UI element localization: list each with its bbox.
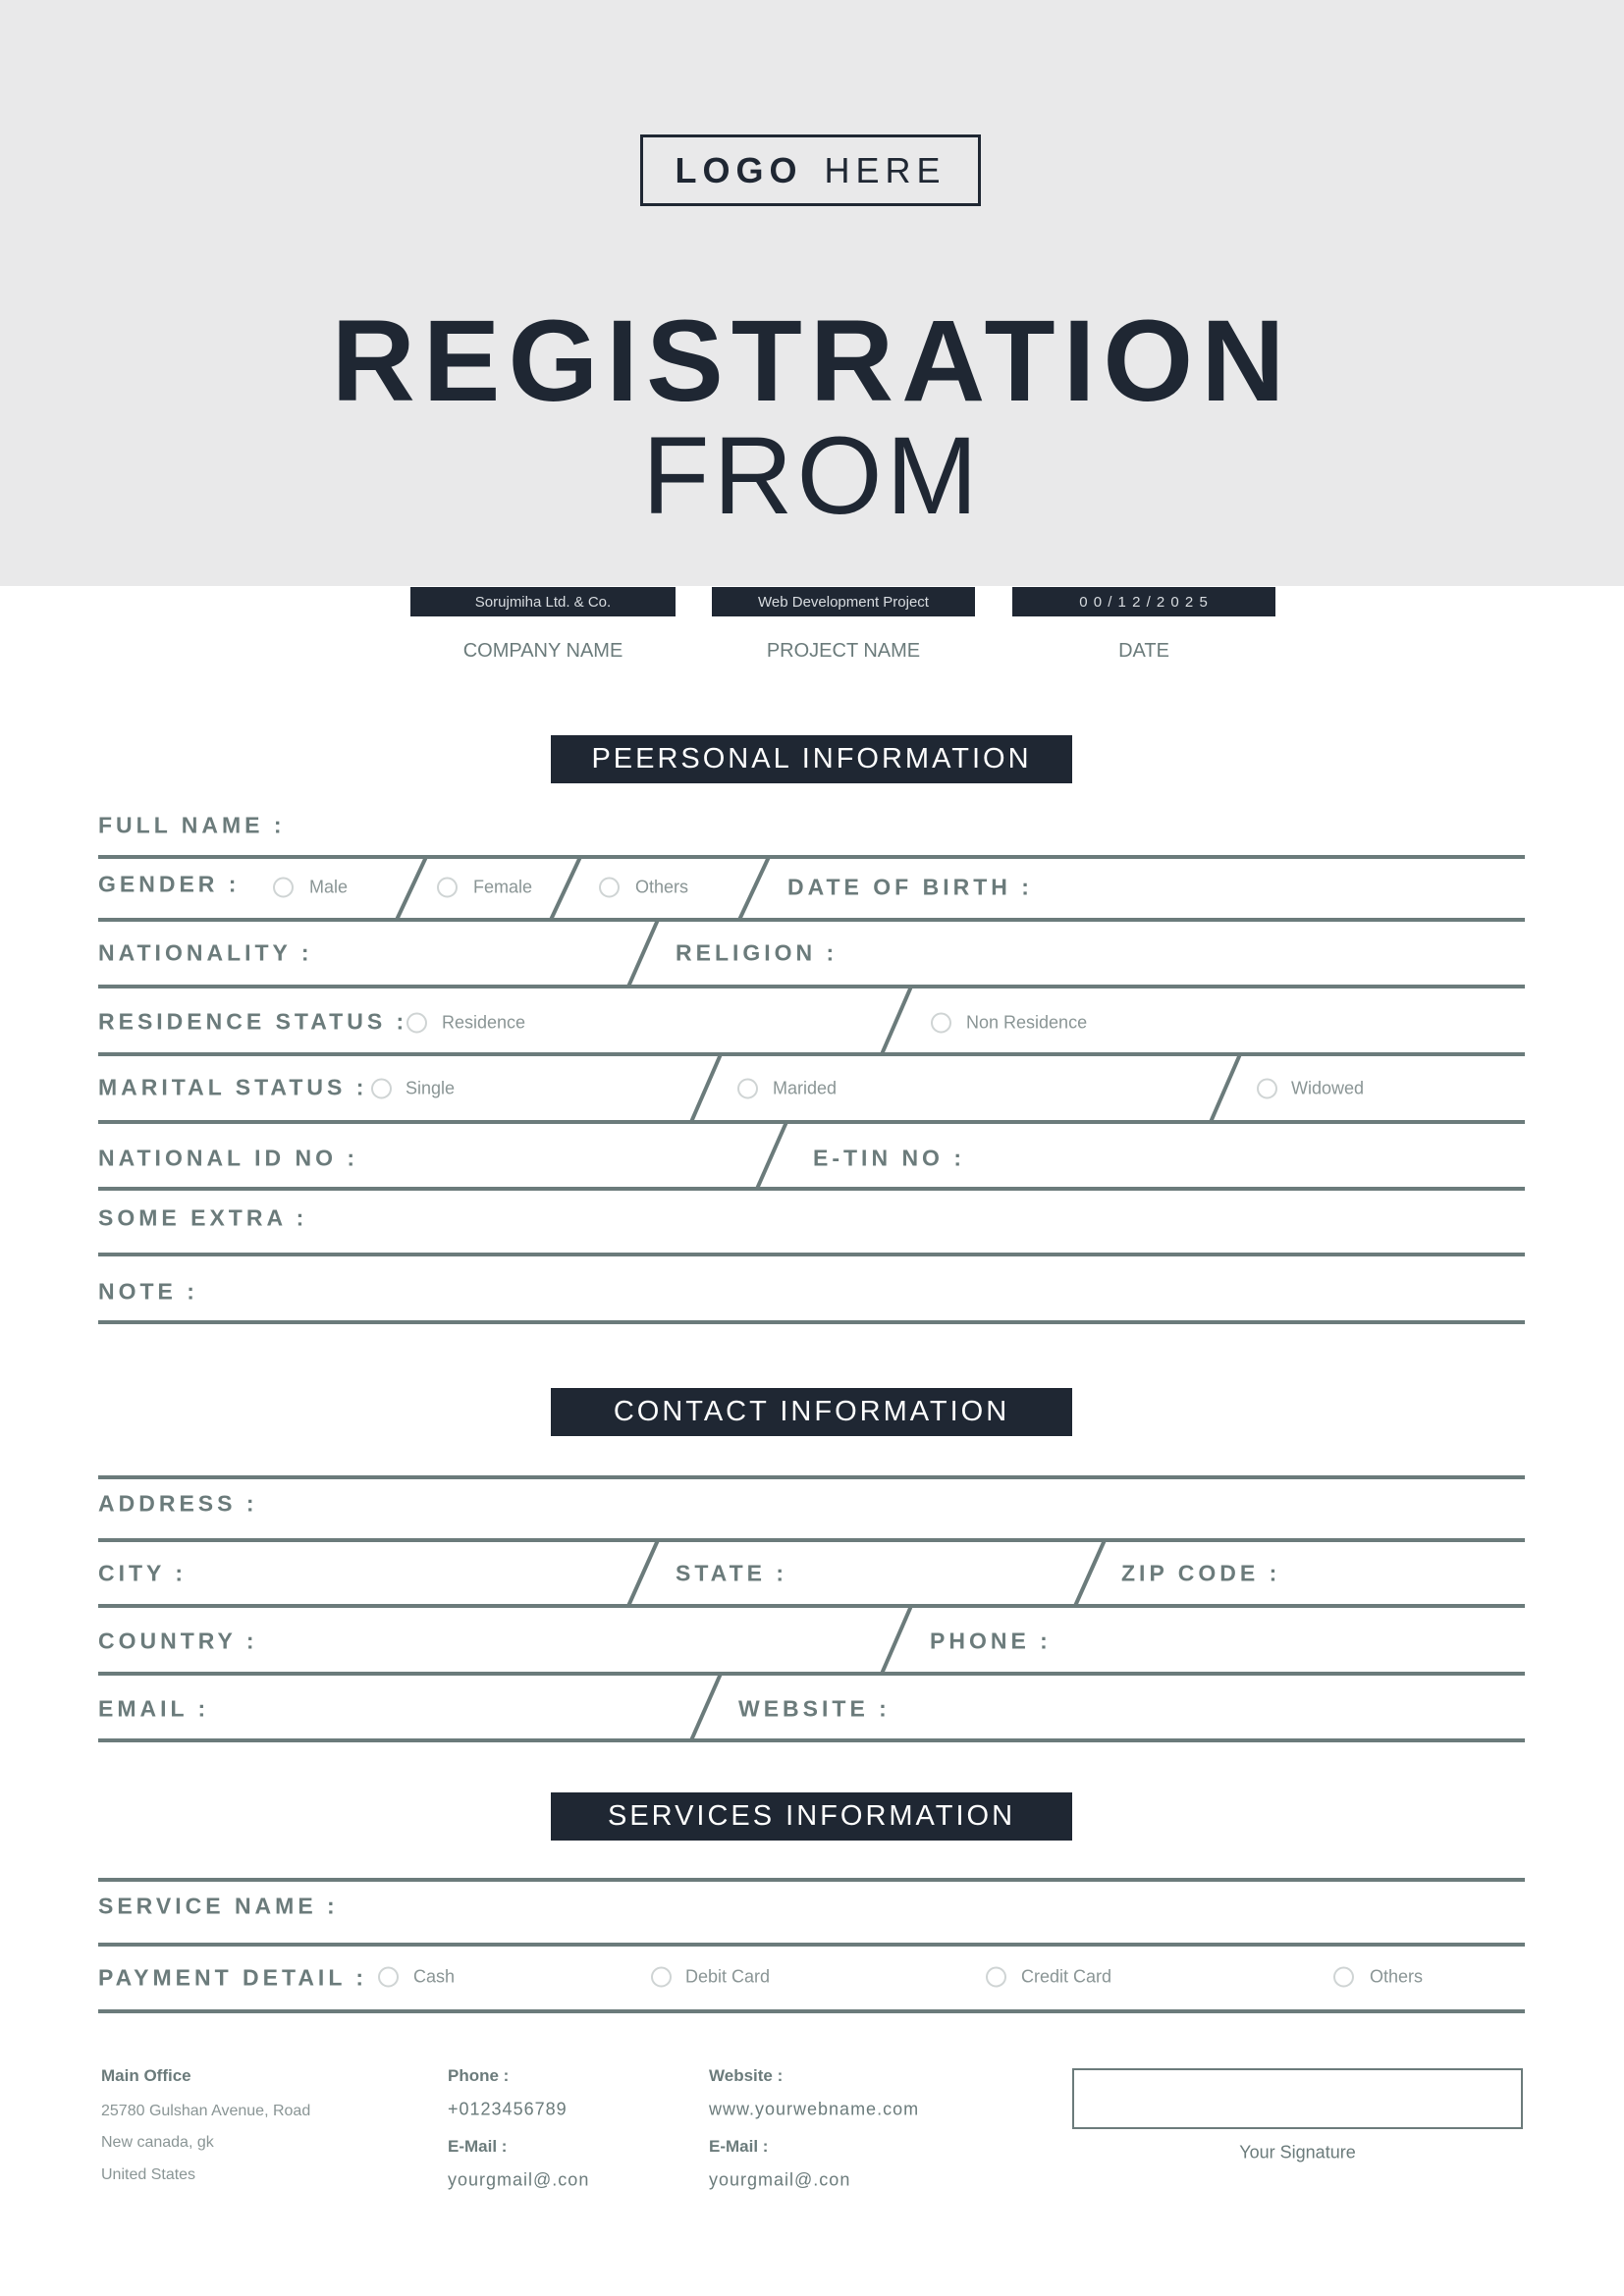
- website-value[interactable]: www.yourwebname.com: [709, 2099, 920, 2119]
- signature-label: Your Signature: [1239, 2142, 1356, 2163]
- option-widowed: Widowed: [1291, 1078, 1365, 1098]
- personal-section-title: PEERSONAL INFORMATION: [551, 735, 1072, 783]
- office-line: 25780 Gulshan Avenue, Road: [101, 2103, 311, 2119]
- slant-separator: [397, 857, 426, 920]
- slant-separator: [628, 920, 658, 987]
- email2-title: E-Mail :: [709, 2137, 769, 2156]
- slant-separator: [1211, 1054, 1240, 1122]
- city-label: CITY :: [98, 1560, 188, 1586]
- phone-label: PHONE :: [930, 1628, 1052, 1654]
- country-label: COUNTRY :: [98, 1628, 258, 1654]
- option-credit-card: Credit Card: [1021, 1966, 1112, 1987]
- project-name-label: PROJECT NAME: [766, 640, 921, 662]
- marital-status-label: MARITAL STATUS :: [98, 1074, 368, 1100]
- phone-value: +0123456789: [448, 2099, 568, 2119]
- note-label: NOTE :: [98, 1278, 198, 1305]
- option-payment-others: Others: [1370, 1966, 1424, 1987]
- slant-separator: [551, 857, 580, 920]
- contact-section-title: CONTACT INFORMATION: [551, 1388, 1072, 1436]
- signature-box[interactable]: [1072, 2068, 1523, 2129]
- office-title: Main Office: [101, 2066, 191, 2085]
- company-name-label: COMPANY NAME: [462, 640, 623, 662]
- office-line: New canada, gk: [101, 2134, 214, 2151]
- state-label: STATE :: [676, 1560, 788, 1586]
- slant-separator: [882, 987, 911, 1054]
- full-name-label: FULL NAME :: [98, 812, 286, 838]
- gender-label: GENDER :: [98, 871, 241, 897]
- email-label: EMAIL :: [98, 1695, 210, 1722]
- option-single: Single: [406, 1078, 456, 1098]
- address-label: ADDRESS :: [98, 1490, 258, 1517]
- phone-title: Phone :: [448, 2066, 510, 2085]
- option-residence: Residence: [442, 1012, 526, 1033]
- slant-separator: [691, 1674, 721, 1740]
- logo-light: HERE: [824, 149, 947, 190]
- residence-status-label: RESIDENCE STATUS :: [98, 1008, 408, 1035]
- slant-separator: [882, 1606, 911, 1674]
- option-debit-card: Debit Card: [685, 1966, 771, 1987]
- company-name-field[interactable]: Sorujmiha Ltd. & Co.: [410, 587, 676, 616]
- logo-bold: LOGO: [675, 149, 803, 190]
- slant-separator: [628, 1540, 658, 1606]
- office-line: United States: [101, 2166, 196, 2183]
- option-married: Marided: [773, 1078, 838, 1098]
- some-extra-label: SOME EXTRA :: [98, 1204, 308, 1231]
- option-others: Others: [635, 877, 689, 897]
- national-id-label: NATIONAL ID NO :: [98, 1145, 359, 1171]
- slant-separator: [1075, 1540, 1105, 1606]
- nationality-label: NATIONALITY :: [98, 939, 313, 966]
- website-title: Website :: [709, 2066, 784, 2085]
- religion-label: RELIGION :: [676, 939, 839, 966]
- date-label: DATE: [1118, 640, 1169, 662]
- option-cash: Cash: [413, 1966, 456, 1987]
- email-title: E-Mail :: [448, 2137, 508, 2156]
- etin-label: E-TIN NO :: [813, 1145, 965, 1171]
- payment-detail-label: PAYMENT DETAIL :: [98, 1964, 367, 1991]
- page-title: REGISTRATION: [331, 296, 1293, 426]
- service-name-label: SERVICE NAME :: [98, 1893, 339, 1919]
- services-section-title: SERVICES INFORMATION: [551, 1792, 1072, 1841]
- slant-separator: [757, 1122, 786, 1189]
- website-label: WEBSITE :: [738, 1695, 891, 1722]
- option-female: Female: [473, 877, 533, 897]
- email2-value[interactable]: yourgmail@.con: [709, 2169, 851, 2190]
- date-field[interactable]: 0 0 / 1 2 / 2 0 2 5: [1012, 587, 1275, 616]
- zip-label: ZIP CODE :: [1121, 1560, 1281, 1586]
- project-name-field[interactable]: Web Development Project: [712, 587, 975, 616]
- slant-separator: [691, 1054, 721, 1122]
- page-subtitle: FROM: [642, 414, 982, 537]
- option-male: Male: [309, 877, 349, 897]
- option-non-residence: Non Residence: [966, 1012, 1088, 1033]
- slant-separator: [739, 857, 769, 920]
- email-value[interactable]: yourgmail@.con: [448, 2169, 590, 2190]
- dob-label: DATE OF BIRTH :: [787, 874, 1033, 900]
